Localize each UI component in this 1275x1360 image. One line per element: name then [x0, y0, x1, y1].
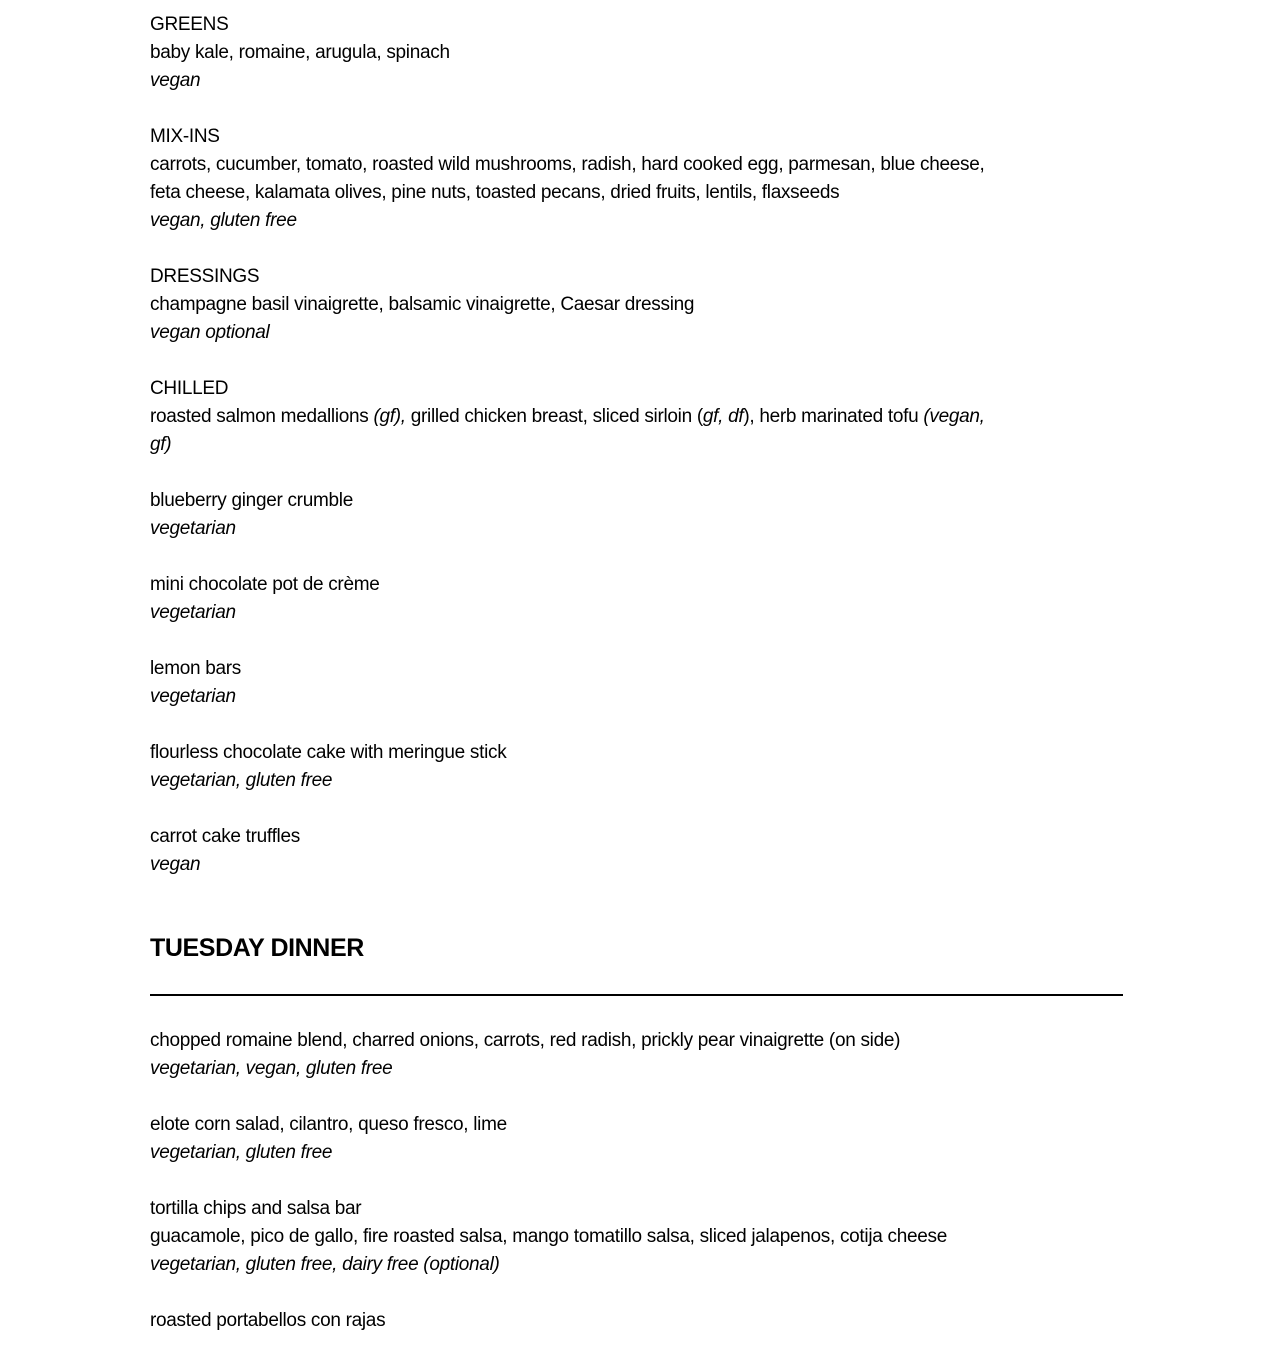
diet-tag: gf): [150, 434, 172, 455]
section-items: baby kale, romaine, arugula, spinach: [150, 42, 450, 63]
diet-note: vegan optional: [150, 322, 270, 343]
diet-note: vegetarian: [150, 602, 236, 623]
diet-note: vegan: [150, 70, 201, 91]
dessert-name: mini chocolate pot de crème: [150, 574, 380, 595]
dish-detail: guacamole, pico de gallo, fire roasted salsa, mango tomatillo salsa, sliced jalapenos, cotija cheese: [150, 1226, 947, 1247]
diet-note: vegan: [150, 854, 201, 875]
diet-note: vegetarian, gluten free, dairy free (optional): [150, 1254, 500, 1275]
divider: [150, 994, 1123, 996]
diet-tag: (vegan,: [923, 406, 985, 427]
chilled-items: [150, 403, 1150, 431]
text: grilled chicken breast, sliced sirloin (: [405, 406, 703, 427]
diet-note: vegetarian, gluten free: [150, 770, 333, 791]
dinner-heading: TUESDAY DINNER: [150, 934, 364, 962]
section-title: GREENS: [150, 14, 229, 35]
diet-note: vegetarian, vegan, gluten free: [150, 1058, 393, 1079]
dish-name: roasted portabellos con rajas: [150, 1310, 386, 1331]
section-items: feta cheese, kalamata olives, pine nuts, toasted pecans, dried fruits, lentils, flaxseeds: [150, 182, 840, 203]
dessert-name: blueberry ginger crumble: [150, 490, 353, 511]
dessert-name: carrot cake truffles: [150, 826, 300, 847]
diet-note: vegan, gluten free: [150, 210, 297, 231]
dessert-name: lemon bars: [150, 658, 241, 679]
diet-note: vegetarian, gluten free: [150, 1142, 333, 1163]
section-title: DRESSINGS: [150, 266, 260, 287]
text: roasted salmon medallions: [150, 406, 374, 427]
dish-name: elote corn salad, cilantro, queso fresco, lime: [150, 1114, 507, 1135]
dinner-menu: [150, 1027, 1150, 1335]
section-items: champagne basil vinaigrette, balsamic vinaigrette, Caesar dressing: [150, 294, 695, 315]
diet-note: vegetarian: [150, 518, 236, 539]
section-title: CHILLED: [150, 378, 229, 399]
dessert-name: flourless chocolate cake with meringue stick: [150, 742, 507, 763]
diet-tag: (gf),: [373, 406, 406, 427]
dish-name: chopped romaine blend, charred onions, carrots, red radish, prickly pear vinaigrette (on side): [150, 1030, 901, 1051]
section-title: MIX-INS: [150, 126, 220, 147]
section-items: carrots, cucumber, tomato, roasted wild mushrooms, radish, hard cooked egg, parmesan, blue cheese,: [150, 154, 985, 175]
lunch-menu: [150, 11, 1150, 879]
diet-note: vegetarian: [150, 686, 236, 707]
diet-tag: gf, df: [702, 406, 744, 427]
dish-name: tortilla chips and salsa bar: [150, 1198, 362, 1219]
text: ), herb marinated tofu: [743, 406, 924, 427]
